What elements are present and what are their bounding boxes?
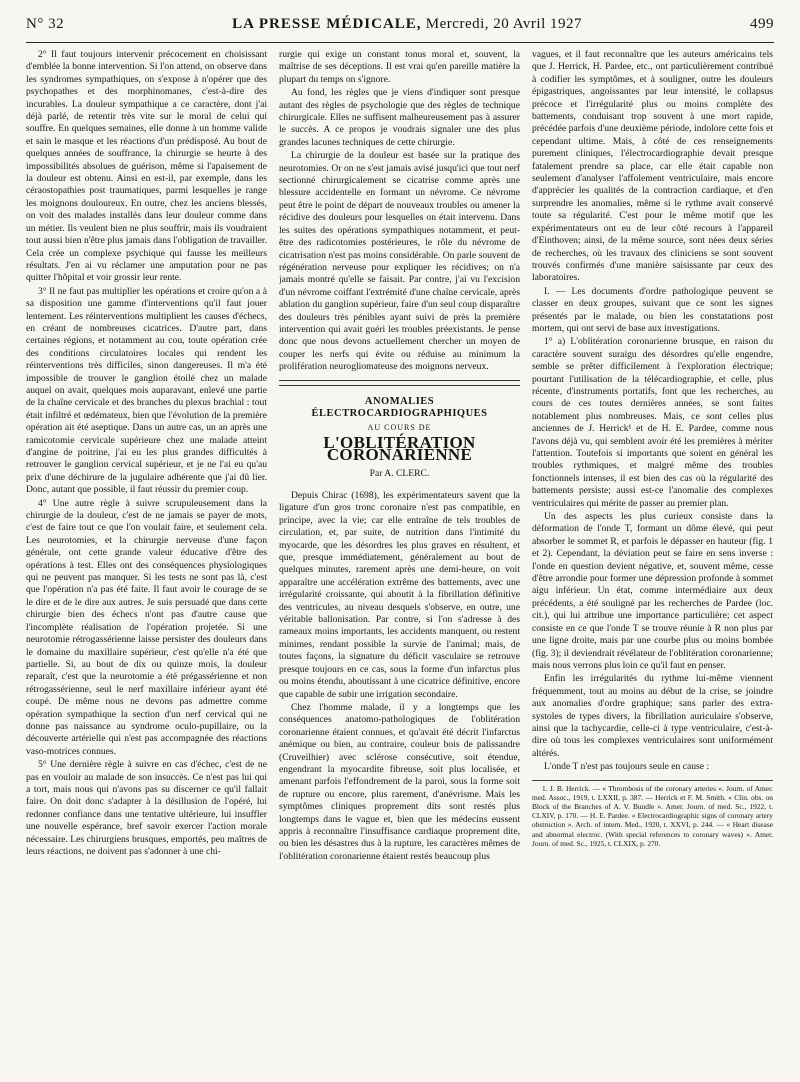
paragraph: rurgie qui exige un constant tonus moral et, souvent, la maîtrise de ses déceptions. Il est vrai qu'en pareille matière la plupart du temps on s'ignore. — [279, 49, 520, 85]
footnotes — [532, 780, 773, 848]
article-title: L'OBLITÉRATION CORONARIENNE — [323, 432, 476, 465]
paragraph: Depuis Chirac (1698), les expérimentateurs savent que la ligature d'un gros tronc coronaire n'est pas compatible, en principe, avec la vie; car elle entraîne de tels troubles de circulation, et, par suite, de nutrition dans l'intimité du myocarde, que les désordres les plus graves en résultent, et que, presque immédiatement, généralement au bout de quelques minutes, rarement après une demi-heure, on voit apparaître une accélération extrême des battements, avec une irrégularité croissante, qui aboutit à la fibrillation définitive des ventricules, au niveau desquels s'observe, en outre, une véritable ballonisation. Par contre, si l'on s'adresse à des rameaux moins importants, les accidents manquent, ou restent minimes, rendant possible la survie de l'animal; mais, de toutes façons, la signature du déficit vasculaire se retrouve presque toujours en ce cas, sous la forme d'un infarctus plus ou moins étendu, aboutissant à une cicatrice définitive, encore que capable de subir une irrigation secondaire. — [279, 490, 520, 700]
paragraph: 5° Une dernière règle à suivre en cas d'échec, c'est de ne pas en vouloir au malade de son insuccès. Ce n'est pas lui qui a tort, mais nous qui n'avons pas su discerner ce qu'il fallait faire. On doit donc s'adapter à la désillusion de l'opéré, lui redonner confiance dans une tentative ultérieure, lui insuffler une nouvelle espérance, bref savoir exercer l'action morale nécessaire. Les chirurgiens brusques, emportés, peu maîtres de leurs réactions, ne doivent pas s'adonner à une chi- — [26, 759, 267, 857]
paragraph: L'onde T n'est pas toujours seule en cause : — [544, 761, 710, 773]
paragraph: Chez l'homme malade, il y a longtemps que les conséquences anatomo-pathologiques de l'oblitération coronarienne étaient connues, et qu'avait été décrit l'infarctus anémique ou bien, au contraire, couleur bois de palissandre (Cruveilhier) avec sclérose consécutive, soit étendue, engendrant la myocardite fibreuse, soit plus localisée, et amenant parfois l'effondrement de la paroi, sous la forme soit de rupture ou encore, plus rarement, d'anévrisme. Mais les symptômes cliniques proprement dits sont restés plus longtemps dans le vague et, bien que les médecins eussent appris à reconnaître l'insuffisance cardiaque proprement dite, ou bien les désastres dus à la rupture, les caractères mêmes de l'oblitération coronarienne étaient restés beaucoup plus — [279, 701, 520, 862]
column-1 — [26, 49, 267, 1071]
article-divider — [279, 380, 520, 381]
publication-name: LA PRESSE MÉDICALE, — [232, 16, 422, 32]
paragraph: Un des aspects les plus curieux consiste dans la déformation de l'onde T, formant un dôme élevé, qui peut absorber le sommet R, et parfois le dépasser en hauteur (fig. 1 et 2). Cependant, la déviation peut se faire en sens inverse : l'onde en question devient négative, et, souvent même, cesse d'être arrondie pour former une dépression profonde à sommet aigu inférieur. Un état, comme intermédiaire aux deux précédents, a été souligné par les recherches de Pardee (loc. cit.), qui lui attribue une importance particulière; cet aspect consiste en ce que l'onde T se trouve réunie à R non plus par une ligne droite, mais par une courbe plus ou moins bombée (fig. 3); il deviendrait révélateur de l'oblitération coronarienne; mais nous verrons plus loin ce qu'il faut en penser. — [532, 511, 773, 671]
paragraph: vagues, et il faut reconnaître que les auteurs américains tels que J. Herrick, H. Pardee, etc., ont particulièrement contribué à codifier les symptômes, et à souligner, outre les douleurs épigastriques, angoissantes par leur intensité, le collapsus précoce et l'irrégularité plus ou moins complète des battements, conduisant trop souvent à une mort rapide, précédée parfois d'une deuxième période, indolore cette fois et cependant ultime. Mais, à côté de ces renseignements purement cliniques, l'électrocardiographie devait presque fatalement prendre sa place, car elle était capable non seulement d'analyser l'affolement ventriculaire, mais encore d'apprécier les qualités de la contraction cardiaque, et d'en surprendre les anomalies, même si le rythme avait conservé toute sa régularité. C'est pour le même motif que les expérimentateurs ont eu de leur côté recours à l'appareil d'Einthoven; ainsi, de la même source, sont nées deux séries de recherches, où les travaux des cliniciens se sont souvent trouvés confirmés d'une manière saisissante par ceux des laboratoires. — [532, 49, 773, 284]
article-author: Par A. CLERC. — [369, 467, 430, 479]
paragraph: 1° a) L'oblitération coronarienne brusque, en raison du caractère souvent suraigu des désordres qu'elle engendre, semble se prêter difficilement à l'exploration électrique; pourtant l'utilisation de la télécardiographie, et celle, plus récente, d'instruments portatifs, font que les recherches, au cours de ces toutes dernières années, se sont faites notablement plus nombreuses. Mais, ce sont celles plus anciennes de J. Herrick¹ et de H. E. Pardee, comme nous l'avons déjà vu, qui semblent avoir été les premières à mériter l'attention. Toutefois si importants que soient en général les troubles rythmiques, et malgré même des troubles fonctionnels intenses, il est bien des cas où la régularité des battements persiste; aussi est-ce l'anomalie des complexes ventriculaires qui mérite de passer au premier plan. — [532, 336, 773, 509]
article-kicker: ANOMALIES ÉLECTROCARDIOGRAPHIQUES — [311, 395, 488, 419]
footnote: 1. J. B. Herrick. — « Thrombosis of the coronary arteries ». Journ. of Amer. med. Assoc., 1919, t. LXXII, p. 387. — Herrick et F. M. Smith. « Clin. obs. on Block of the Branches of A. V. Bundle ». Amer. Journ. of med. Sc., 1922, t. CLXIV, p. 170. — H. E. Pardee. « Electrocardiographic signs of coronary artery obstruction ». Arch. of intern. Med., 1920, t. XXVI, p. 244. — « Heart disease and abnormal electroc. (With special references to coronary waves) ». Amer. Journ. of med. Sc., 1925, t. CLXIX, p. 270. — [532, 783, 773, 848]
paragraph: Enfin les irrégularités du rythme lui-même viennent fréquemment, tout au moins au début de la crise, se joindre aux anomalies d'ordre graphique; sans parler des extra-systoles de types divers, la fibrillation auriculaire s'observe, ainsi que la tachycardie, celle-ci à type ventriculaire, c'est-à-dire où tous les complexes ventriculaires sont uniformément altérés. — [532, 673, 773, 759]
paragraph: La chirurgie de la douleur est basée sur la pratique des neurotomies. Or on ne s'est jamais avisé jusqu'ici que tout nerf sectionné chirurgicalement se cicatrise comme après une blessure accidentelle en formant un névrome. Ce névrome peut être le point de départ de nouveaux troubles ou amener la récidive des douleurs pour lesquelles on était intervenu. Dans les suites des opérations sympathiques notamment, et peut-être des radicotomies postérieures, le rôle du névrome de cicatrisation n'est pas moins considérable. On parle souvent de régénération nerveuse pour expliquer les récidives; on n'a jamais montré qu'elle se faisait. Par contre, j'ai vu l'excision d'un névrome coiffant l'extrémité d'une chaîne cervicale, après ablation du ganglion supérieur, faire d'un seul coup disparaître des douleurs très pénibles ayant suivi de près la première intervention qui avait guéri les troubles préexistants. Je pense donc que nous devons actuellement chercher un moyen de couper les nerfs qui évite ou réduise au minimum la prolifération neurogliomateuse des moignons nerveux. — [279, 150, 520, 373]
folio: 499 — [749, 16, 774, 32]
column-2 — [279, 49, 520, 1071]
column-3 — [532, 49, 773, 1071]
header-rule — [26, 42, 774, 43]
issue-date: Mercredi, 20 Avril 1927 — [425, 16, 582, 32]
paragraph: I. — Les documents d'ordre pathologique peuvent se classer en deux groupes, suivant que ce sont les signes présentés par le malade, ou bien les constatations post mortem, qui ont servi de base aux investigations. — [532, 285, 773, 334]
running-head — [26, 16, 774, 40]
article-subheading: AU COURS DE — [367, 423, 432, 433]
paragraph: 2° Il faut toujours intervenir précocement en choisissant d'emblée la bonne intervention. Si l'on attend, on observe dans les syndromes sympathiques, on s'expose à n'opérer que des psychopathes et des morphinomanes, c'est-à-dire des incurables. La douleur sympathique a ce caractère, dont j'ai déjà parlé, de retentir très vite sur le moral de celui qui souffre. En quelques semaines, elle donne à un homme valide et sain le masque et les réactions d'un prédisposé. Au bout de quelques années de souffrance, la chirurgie se heurte à des impossibilités absolues de guérison, même si l'apaisement de la douleur est obtenu. Ainsi en est-il, par exemple, dans les céraostopathies post traumatiques, parmi lesquelles je range les moignons douloureux. En outre, chez les anciens blessés, on voit des malades installés dans leur douleur comme dans un métier. Ils veulent bien ne plus souffrir, mais ils voudraient tout aussi bien n'être plus jamais dans l'obligation de travailler. Cela crée un complexe psychique qui fausse les meilleurs résultats. J'en ai vu réclamer une amputation pour ne pas quitter l'hôpital et voir grossir leur rente. — [26, 49, 267, 284]
issue-number: N° 32 — [26, 16, 65, 32]
paragraph: Au fond, les règles que je viens d'indiquer sont presque autant des règles de psychologie que des règles de technique chirurgicale. Elles ne suffisent malheureusement pas à assurer le succès. A ce propos je voudrais signaler une des plus grandes lacunes techniques de cette chirurgie. — [279, 87, 520, 148]
article-divider — [279, 385, 520, 386]
paragraph: 3° Il ne faut pas multiplier les opérations et croire qu'on a à sa disposition une gamme d'interventions qu'il faut jouer lentement. Les réinterventions multiplient les causes d'échecs, en créant de nombreuses cicatrices. D'autre part, dans certaines régions, et notamment au cou, toute opération crée des conditions circulatoires locales qui rendent les réinterventions très difficiles, sinon dangereuses. Il m'a été impossible de trouver le ganglion étoilé chez un malade auquel on avait, quelques mois auparavant, enlevé une partie de la chaîne cervicale et des branches du plexus brachial : tout était infiltré et œdémateux, bien que l'évolution de la première opération ait été aseptique. Dans un autre cas, un an après une ramicotomie cervicale supérieure chez une malade atteint d'angine de poitrine, j'ai eu les plus grandes difficultés à retrouver le ganglion cervical supérieur, et je ne l'ai eu qu'au prix d'une déchirure de la jugulaire adhérente que j'ai dû lier. Donc, autant que possible, il faut réussir du premier coup. — [26, 285, 267, 496]
masthead — [232, 16, 582, 33]
text-columns — [26, 49, 774, 1071]
paragraph: 4° Une autre règle à suivre scrupuleusement dans la chirurgie de la douleur, c'est de ne jamais se payer de mots, c'est de faire tout ce que l'on voulait faire, et seulement cela. Les neurotomies, et la chirurgie nerveuse d'une façon générale, ont cette grande valeur éducative d'être des opérations à test. Elles ont des conséquences physiologiques qui ne peuvent pas manquer. Si les tests ne sont pas là, c'est que l'opération n'a pas été faite. Il faut avoir le courage de se le dire et de le dire aux autres. Je suis persuadé que dans cette chirurgie bien des échecs n'ont pas d'autre cause que l'incomplète réalisation de l'opération projetée. Si une neurotomie rétrogassérienne laisse persister des douleurs dans le domaine du maxillaire supérieur, c'est qu'elle n'a été que partielle. Si, au bout de dix ou quinze mois, la douleur reparaît, c'est que la neurotomie a été prégassérienne et non rétrogassérienne, seul le nerf maxillaire inférieur ayant été coupé. De même nous ne devons pas admettre comme opération sympathique la section d'un nerf cervical qui ne donne pas naissance au syndrome oculo-pupillaire, ou la découverte artérielle qui n'est pas accompagnée des réactions vaso-motrices connues. — [26, 497, 267, 757]
